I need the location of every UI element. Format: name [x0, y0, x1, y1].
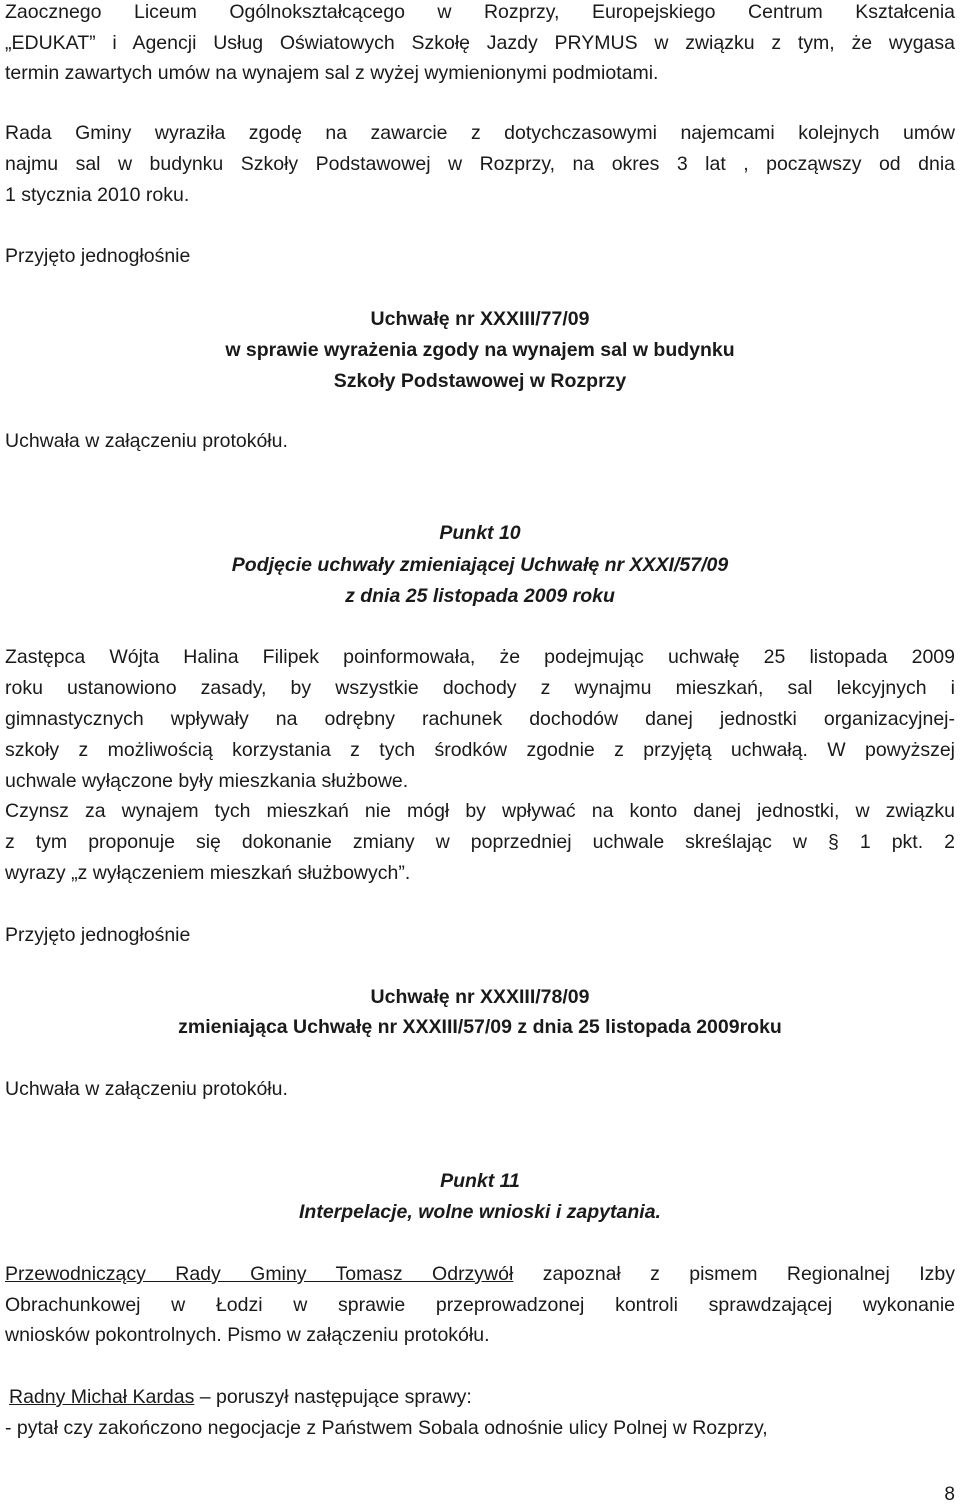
paragraph-3-line-2: roku ustanowiono zasady, by wszystkie dochody z wynajmu mieszkań, sal lekcyjnych i — [5, 677, 955, 699]
paragraph-5-line-3: wniosków pokontrolnych. Pismo w załączeniu protokółu. — [5, 1324, 490, 1346]
paragraph-1-line-2: „EDUKAT” i Agencji Usług Oświatowych Szkołę Jazdy PRYMUS w związku z tym, że wygasa — [5, 32, 955, 54]
paragraph-6-line-1 — [9, 1382, 472, 1412]
paragraph-5-line-1-rest: zapoznał z pismem Regionalnej Izby — [513, 1263, 955, 1285]
paragraph-2-line-2: najmu sal w budynku Szkoły Podstawowej w Rozprzy, na okres 3 lat , począwszy od dnia — [5, 153, 955, 175]
paragraph-1-line-1: Zaocznego Liceum Ogólnokształcącego w Rozprzy, Europejskiego Centrum Kształcenia — [5, 1, 955, 23]
punkt-10-title: Podjęcie uchwały zmieniającej Uchwałę nr XXXI/57/09 — [231, 554, 729, 576]
attachment-note-2: Uchwała w załączeniu protokółu. — [5, 1078, 288, 1100]
paragraph-2-line-3: 1 stycznia 2010 roku. — [5, 184, 190, 206]
resolution-78-title: Uchwałę nr XXXIII/78/09 — [370, 986, 590, 1008]
paragraph-3-line-5: uchwale wyłączone były mieszkania służbowe. — [5, 770, 409, 792]
punkt-10-heading: Punkt 10 — [439, 522, 521, 544]
paragraph-3-line-3: gimnastycznych wpływały na odrębny rachunek dochodów danej jednostki organizacyjnej- — [5, 708, 955, 730]
resolution-77-subject-2: Szkoły Podstawowej w Rozprzy — [333, 370, 627, 392]
paragraph-4-line-1: Czynsz za wynajem tych mieszkań nie mógł by wpływać na konto danej jednostki, w związku — [5, 800, 955, 822]
resolution-77-title: Uchwałę nr XXXIII/77/09 — [370, 308, 590, 330]
attachment-note-1: Uchwała w załączeniu protokółu. — [5, 430, 288, 452]
paragraph-5-line-2: Obrachunkowej w Łodzi w sprawie przeprowadzonej kontroli sprawdzającej wykonanie — [5, 1294, 955, 1316]
councillor-name: Radny Michał Kardas — [9, 1386, 195, 1408]
paragraph-4-line-3: wyrazy „z wyłączeniem mieszkań służbowych”. — [5, 862, 411, 884]
vote-result-2: Przyjęto jednogłośnie — [5, 924, 191, 946]
paragraph-3-line-4: szkoły z możliwością korzystania z tych środków zgodnie z przyjętą uchwałą. W powyższej — [5, 739, 955, 761]
vote-result-1: Przyjęto jednogłośnie — [5, 245, 191, 267]
paragraph-6-line-1-rest: – poruszył następujące sprawy: — [194, 1386, 472, 1408]
resolution-78-subject: zmieniająca Uchwałę nr XXXIII/57/09 z dnia 25 listopada 2009roku — [178, 1016, 782, 1038]
paragraph-4-line-2: z tym proponuje się dokonanie zmiany w poprzedniej uchwale skreślając w § 1 pkt. 2 — [5, 831, 955, 853]
chairman-name: Przewodniczący Rady Gminy Tomasz Odrzywół — [5, 1263, 514, 1285]
paragraph-1-line-3: termin zawartych umów na wynajem sal z wyżej wymienionymi podmiotami. — [5, 62, 659, 84]
punkt-10-date: z dnia 25 listopada 2009 roku — [345, 585, 615, 607]
resolution-77-subject: w sprawie wyrażenia zgody na wynajem sal w budynku — [225, 339, 735, 361]
paragraph-3-line-1: Zastępca Wójta Halina Filipek poinformowała, że podejmując uchwałę 25 listopada 2009 — [5, 646, 955, 668]
paragraph-5-line-1 — [5, 1259, 955, 1289]
paragraph-6-line-2: - pytał czy zakończono negocjacje z Państwem Sobala odnośnie ulicy Polnej w Rozprzy, — [5, 1417, 768, 1439]
punkt-11-title: Interpelacje, wolne wnioski i zapytania. — [299, 1201, 661, 1223]
paragraph-2-line-1: Rada Gminy wyraziła zgodę na zawarcie z dotychczasowymi najemcami kolejnych umów — [5, 122, 955, 144]
page-number: 8 — [944, 1484, 955, 1505]
punkt-11-heading: Punkt 11 — [440, 1170, 520, 1192]
